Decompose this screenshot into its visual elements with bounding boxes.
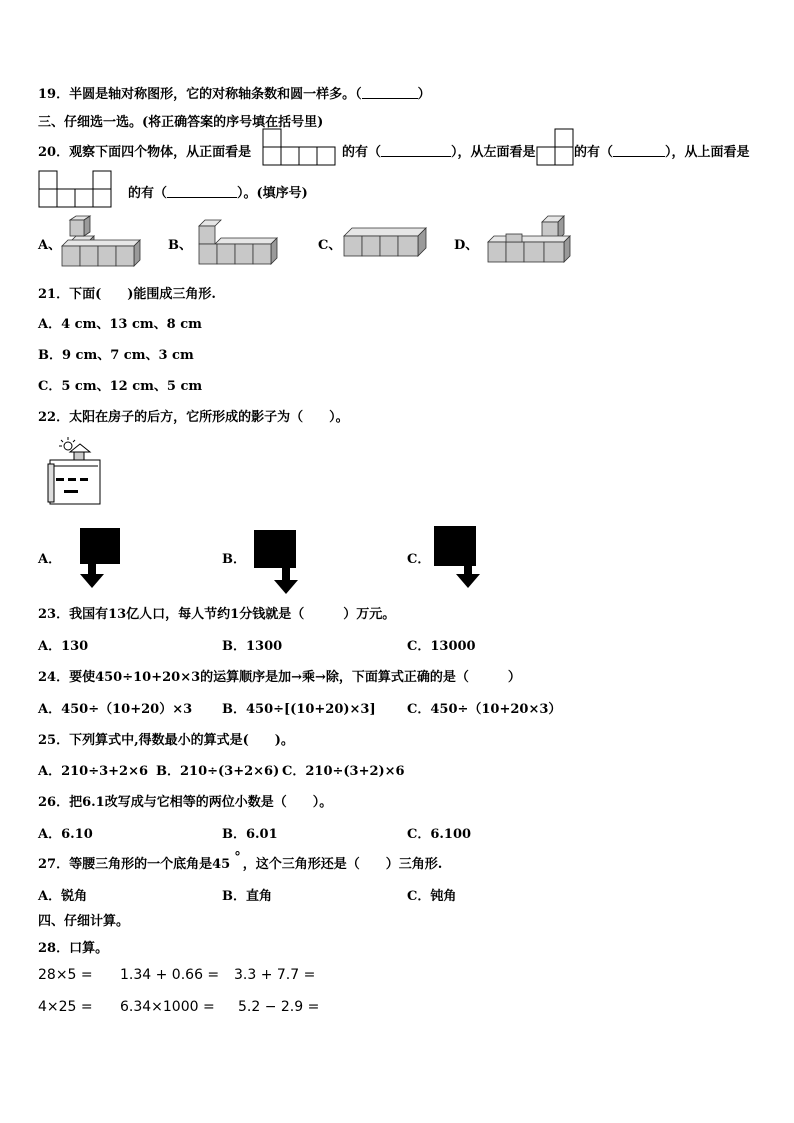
option-26-c[interactable]: C．6.100 [407,827,472,842]
cube-stack-a-figure [60,216,146,268]
option-27-b[interactable]: B．直角 [222,889,272,904]
cube-stack-b-figure [197,218,283,266]
degree-symbol: ° [234,850,241,865]
left-view-figure [534,128,578,168]
question-26-stem: 26．把6.1改写成与它相等的两位小数是（ ）。 [38,795,333,810]
question-21-stem: 21．下面( )能围成三角形. [38,287,216,302]
question-23-stem: 23．我国有13亿人口，每人节约1分钱就是（ ）万元。 [38,607,396,622]
calc-item: 28×5 = [38,967,93,983]
section-3-heading: 三、仔细选一选。(将正确答案的序号填在括号里) [38,115,324,130]
option-26-a[interactable]: A．6.10 [38,827,93,842]
option-21-a[interactable]: A．4 cm、13 cm、8 cm [38,317,202,332]
question-20-stem-d: 的有（ ）。(填序号) [128,186,308,201]
option-23-a[interactable]: A．130 [38,639,89,654]
option-22-a[interactable]: A． [38,552,62,567]
answer-blank-20-front[interactable] [381,144,451,157]
option-20-a[interactable]: A、 [38,238,62,253]
shadow-c-figure [434,526,484,592]
option-21-c[interactable]: C．5 cm、12 cm、5 cm [38,379,203,394]
question-24-stem: 24．要使450÷10+20×3的运算顺序是加→乘→除，下面算式正确的是（ ） [38,670,521,685]
option-23-b[interactable]: B．1300 [222,639,283,654]
option-25-c[interactable]: C．210÷(3+2)×6 [282,764,405,779]
section-4-heading: 四、仔细计算。 [38,914,130,929]
question-19: 19．半圆是轴对称图形，它的对称轴条数和圆一样多。（ ） [38,87,431,102]
option-24-c[interactable]: C．450÷（10+20×3） [407,702,562,717]
calc-item: 3.3 + 7.7 = [234,967,316,983]
option-22-c[interactable]: C． [407,552,431,567]
option-25-b[interactable]: B．210÷(3+2×6) [156,764,280,779]
option-27-a[interactable]: A．锐角 [38,889,88,904]
question-25-stem: 25．下列算式中,得数最小的算式是( )。 [38,733,294,748]
calc-item: 6.34×1000 = [120,999,215,1015]
front-view-figure [262,128,342,168]
question-20-stem-a: 20．观察下面四个物体，从正面看是 [38,145,252,160]
shadow-a-figure [78,528,124,590]
option-26-b[interactable]: B．6.01 [222,827,278,842]
answer-blank-20-top[interactable] [167,185,237,198]
cube-stack-d-figure [486,216,578,268]
option-24-b[interactable]: B．450÷[(10+20)×3] [222,702,376,717]
cube-stack-c-figure [342,226,432,262]
question-22-stem: 22．太阳在房子的后方，它所形成的影子为（ ）。 [38,410,349,425]
option-22-b[interactable]: B． [222,552,246,567]
house-with-sun-figure [44,436,104,506]
option-25-a[interactable]: A．210÷3+2×6 [38,764,149,779]
option-20-b[interactable]: B、 [168,238,192,253]
option-21-b[interactable]: B．9 cm、7 cm、3 cm [38,348,194,363]
question-20-stem-b: 的有（ ），从左面看是 [342,145,536,160]
answer-blank-20-left[interactable] [613,144,665,157]
question-27-stem: 27．等腰三角形的一个底角是45 ° ，这个三角形还是（ ）三角形. [38,850,443,872]
option-27-c[interactable]: C．钝角 [407,889,457,904]
question-28-stem: 28．口算。 [38,941,109,956]
shadow-b-figure [254,530,304,596]
calc-item: 4×25 = [38,999,93,1015]
answer-blank-19[interactable] [362,86,418,99]
option-20-d[interactable]: D、 [454,238,479,253]
option-23-c[interactable]: C．13000 [407,639,476,654]
top-view-figure [38,170,118,210]
option-20-c[interactable]: C、 [318,238,342,253]
question-19-text: 19．半圆是轴对称图形，它的对称轴条数和圆一样多。（ [38,87,362,102]
calc-item: 5.2 − 2.9 = [238,999,320,1015]
question-20-stem-c: 的有（ ），从上面看是 [574,145,750,160]
calc-item: 1.34 + 0.66 = [120,967,220,983]
option-24-a[interactable]: A．450÷（10+20）×3 [38,702,193,717]
